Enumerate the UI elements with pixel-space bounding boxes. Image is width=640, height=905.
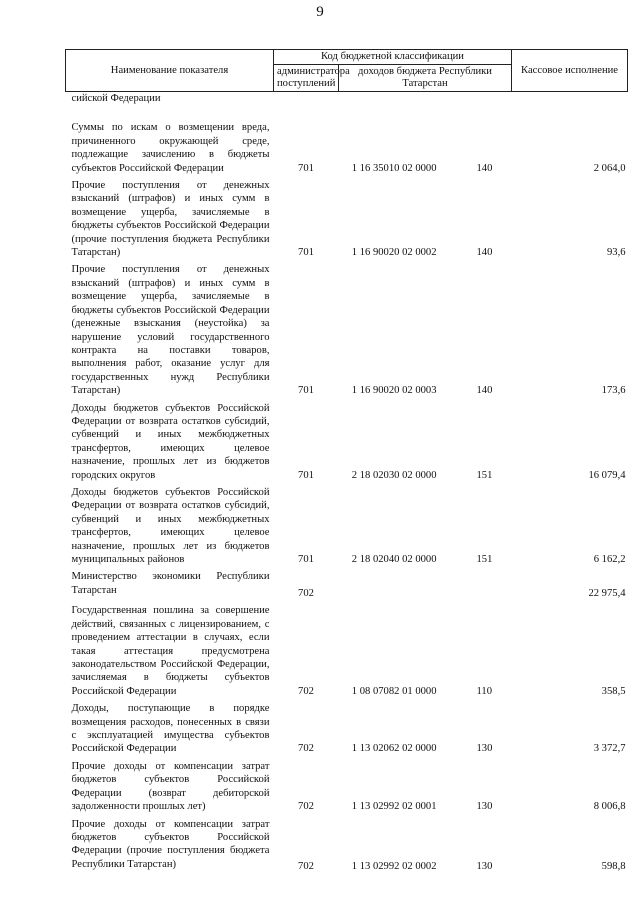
header-admin: администратора поступлений: [274, 65, 339, 92]
table-row: [66, 400, 628, 484]
table-row: [66, 119, 628, 177]
row-amount: 6 162,2: [593, 554, 626, 565]
row-name: Доходы, поступающие в порядке возмещения расходов, понесенных в связи с эксплуатацией имущества субъектов Российской Федерации: [71, 703, 270, 755]
continuation-text: сийской Федерации: [71, 93, 161, 104]
row-name: Доходы бюджетов субъектов Российской Федерации от возврата остатков субсидий, субвенций и иных межбюджетных трансфертов, имеющих целевое назначение, прошлых лет из бюджетов муниципальных районов: [71, 486, 270, 565]
table-row: [66, 758, 628, 816]
table-row: [66, 484, 628, 568]
row-sub: 130: [476, 801, 493, 813]
row-code: 1 13 02992 02 0002: [351, 861, 437, 873]
row-name: Прочие поступления от денежных взысканий (штрафов) и иных сумм в возмещение ущерба, зачисляемые в бюджеты субъектов Российской Федерации (прочие поступления бюджета Республики Татарстан): [71, 180, 270, 259]
page-number: 9: [316, 4, 324, 20]
header-amount: Кассовое исполнение: [512, 50, 628, 92]
table-row: [66, 816, 628, 876]
row-name: Доходы бюджетов субъектов Российской Федерации от возврата остатков субсидий, субвенций и иных межбюджетных трансфертов, имеющих целевое назначение, прошлых лет из бюджетов городских округов: [71, 402, 270, 481]
table-row: [66, 602, 628, 700]
row-sub: [447, 568, 512, 602]
continuation-row: [66, 92, 628, 120]
table-body: [66, 92, 628, 876]
row-code: 1 16 35010 02 0000: [351, 162, 437, 174]
row-name: Суммы по искам о возмещении вреда, причиненного окружающей среде, подлежащие зачислению в бюджеты субъектов Российской Федерации: [71, 122, 270, 174]
header-code-group: Код бюджетной классификации: [274, 50, 512, 65]
table-header: [66, 50, 628, 92]
row-code: 2 18 02030 02 0000: [351, 469, 437, 481]
row-admin: 702: [298, 801, 314, 813]
row-amount: 16 079,4: [588, 469, 626, 481]
table-row: [66, 700, 628, 758]
row-code: 1 16 90020 02 0002: [351, 247, 437, 259]
row-admin: 702: [298, 743, 314, 755]
row-amount: 8 006,8: [593, 801, 626, 813]
row-name: Прочие поступления от денежных взысканий (штрафов) и иных сумм в возмещение ущерба, зачисляемые в бюджеты субъектов Российской Федерации (денежные взыскания (неустойка) за нарушение условий государственного контракта на поставки товаров, выполнения работ, оказание услуг для государственных нужд Республики Татарстан): [71, 264, 270, 397]
row-code: 1 13 02062 02 0000: [351, 743, 437, 755]
row-admin: 701: [298, 469, 314, 481]
row-code: 1 13 02992 02 0001: [351, 801, 437, 813]
row-amount: 3 372,7: [593, 743, 626, 755]
row-code: 1 16 90020 02 0003: [351, 385, 437, 397]
row-amount: 2 064,0: [593, 162, 626, 174]
row-amount: 358,5: [601, 685, 626, 697]
row-amount: 22 975,4: [588, 588, 626, 599]
row-name: Министерство экономики Республики Татарстан: [71, 571, 270, 596]
row-sub: 151: [476, 469, 493, 481]
row-admin: 702: [298, 685, 314, 697]
row-code: [339, 568, 447, 602]
row-admin: 702: [298, 861, 314, 873]
row-amount: 598,8: [601, 861, 626, 873]
header-income: доходов бюджета Республики Татарстан: [339, 65, 512, 92]
row-admin: 702: [298, 588, 314, 599]
row-admin: 701: [298, 162, 314, 174]
table-row: [66, 177, 628, 261]
header-name: Наименование показателя: [66, 50, 274, 92]
row-name: Прочие доходы от компенсации затрат бюджетов субъектов Российской Федерации (прочие поступления бюджета Республики Татарстан): [71, 818, 270, 870]
row-amount: 93,6: [606, 247, 626, 259]
row-sub: 140: [476, 247, 493, 259]
row-sub: 110: [476, 685, 492, 697]
row-code: 2 18 02040 02 0000: [351, 554, 437, 565]
row-admin: 701: [298, 385, 314, 397]
table-row: [66, 261, 628, 399]
row-sub: 140: [476, 385, 493, 397]
row-sub: 140: [476, 162, 493, 174]
row-amount: 173,6: [601, 385, 626, 397]
row-sub: 130: [476, 743, 493, 755]
row-name: Государственная пошлина за совершение действий, связанных с лицензированием, с проведением аттестации в случаях, если такая аттестация предусмотрена законодательством Российской Федерации, зачисляемая в бюджеты субъектов Российской Федерации: [71, 605, 270, 697]
table-row: [66, 568, 628, 602]
row-code: 1 08 07082 01 0000: [351, 685, 437, 697]
row-name: Прочие доходы от компенсации затрат бюджетов субъектов Российской Федерации (возврат дебиторской задолженности прошлых лет): [71, 760, 270, 813]
row-admin: 701: [298, 554, 314, 565]
row-sub: 151: [476, 554, 493, 565]
budget-table: [65, 49, 628, 876]
row-admin: 701: [298, 247, 314, 259]
row-sub: 130: [476, 861, 493, 873]
